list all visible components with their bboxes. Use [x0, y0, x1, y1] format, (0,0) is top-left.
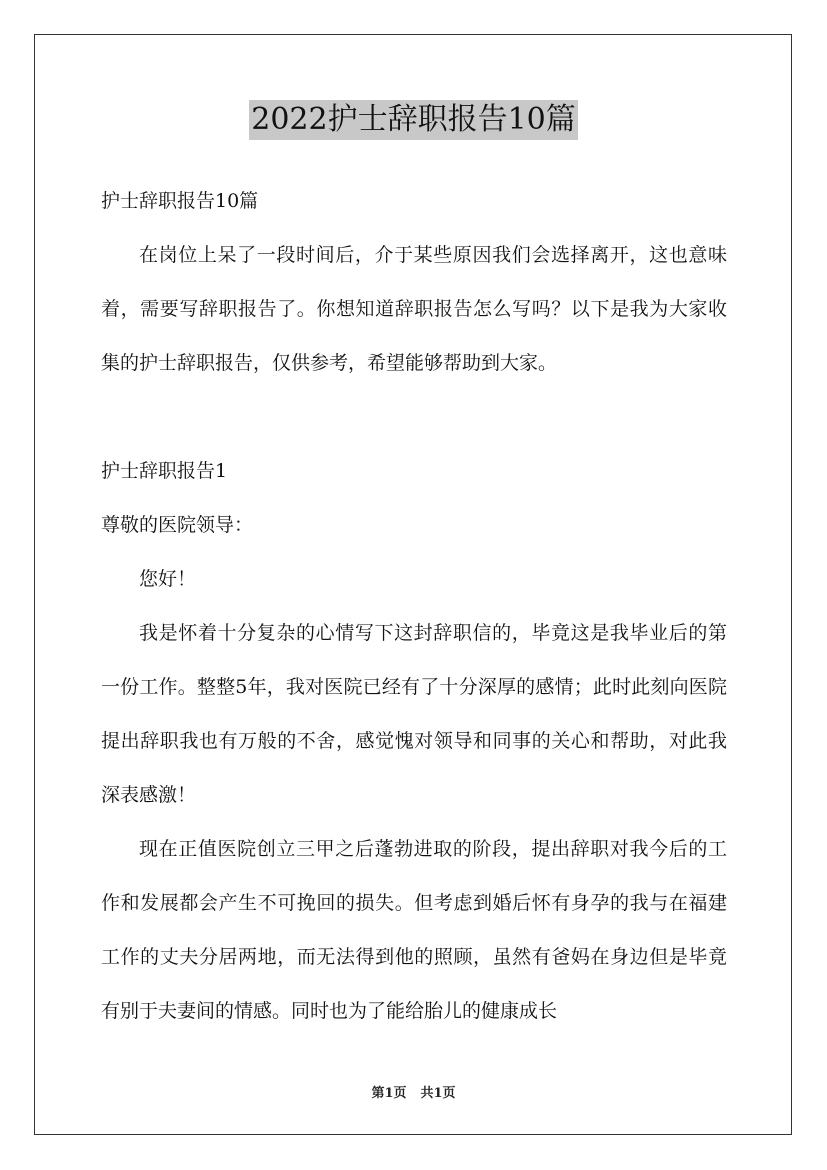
- page-footer: [0, 1082, 827, 1101]
- blank-line: [101, 390, 727, 444]
- body-paragraph-1: 我是怀着十分复杂的心情写下这封辞职信的，毕竟这是我毕业后的第一份工作。整整5年，我对医院已经有了十分深厚的感情；此时此刻向医院提出辞职我也有万般的不舍，感觉愧对领导和同事的关心和帮助，对此我深表感激！: [101, 622, 727, 806]
- page-number-total: 共1页: [420, 1086, 456, 1101]
- document-title: 2022护士辞职报告10篇: [249, 100, 578, 140]
- page-number-current: 第1页: [371, 1086, 407, 1101]
- document-body: [101, 174, 727, 1038]
- title-container: [0, 100, 827, 140]
- salutation: 尊敬的医院领导：: [101, 514, 254, 536]
- section-heading: 护士辞职报告1: [101, 460, 228, 482]
- intro-paragraph: 在岗位上呆了一段时间后，介于某些原因我们会选择离开，这也意味着，需要写辞职报告了。你想知道辞职报告怎么写吗？以下是我为大家收集的护士辞职报告，仅供参考，希望能够帮助到大家。: [101, 244, 727, 374]
- greeting: 您好！: [139, 568, 197, 590]
- document-subtitle: 护士辞职报告10篇: [101, 190, 259, 212]
- body-paragraph-2: 现在正值医院创立三甲之后蓬勃进取的阶段，提出辞职对我今后的工作和发展都会产生不可挽回的损失。但考虑到婚后怀有身孕的我与在福建工作的丈夫分居两地，而无法得到他的照顾，虽然有爸妈在身边但是毕竟有别于夫妻间的情感。同时也为了能给胎儿的健康成长: [101, 838, 727, 1022]
